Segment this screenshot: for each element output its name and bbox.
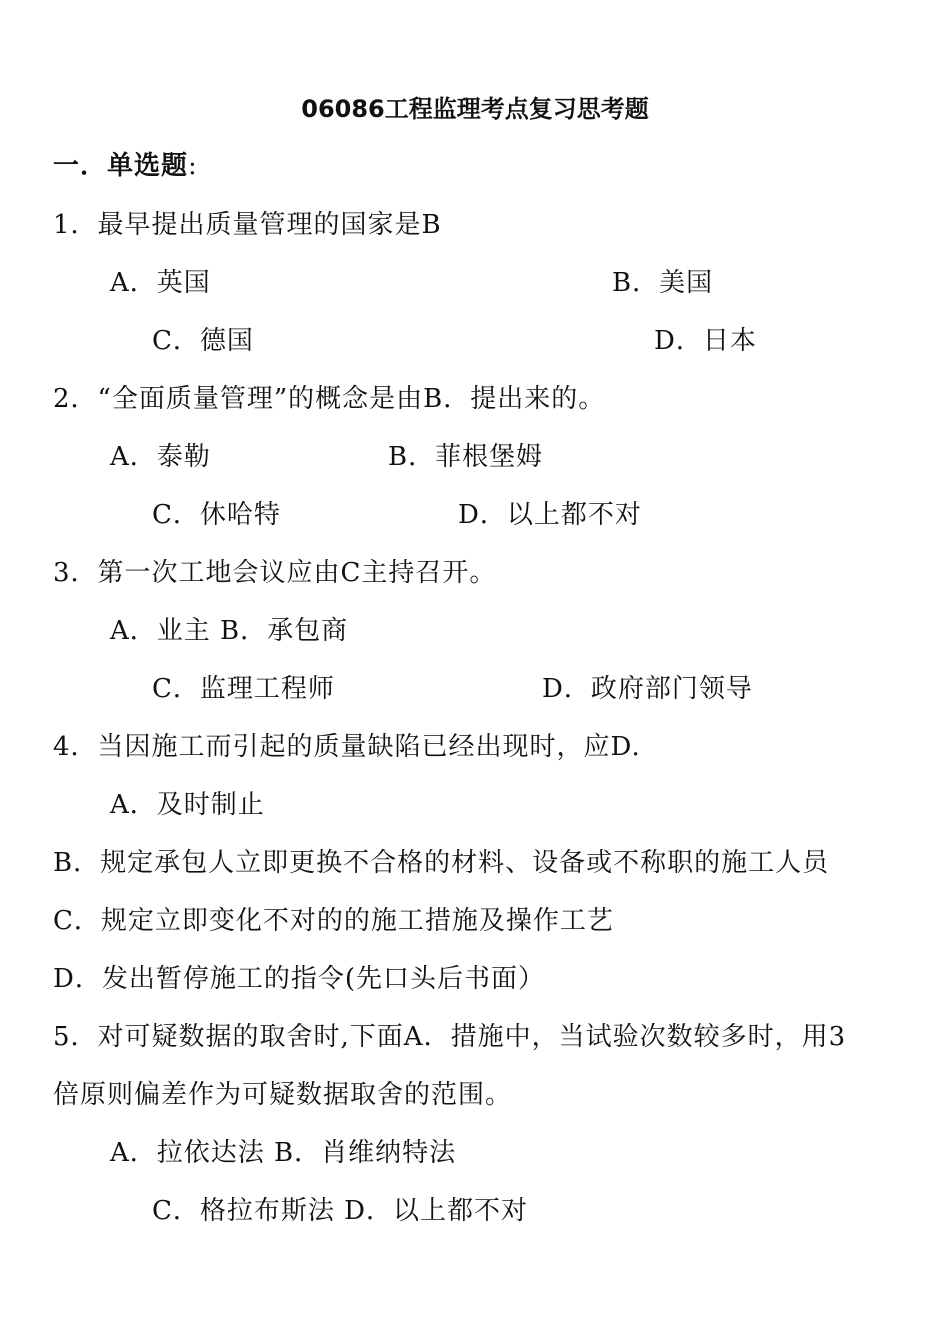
question-1-option-a: A．英国 — [110, 268, 211, 298]
question-3-option-ab: A．业主 B．承包商 — [110, 616, 349, 646]
question-3-stem: 3．第一次工地会议应由C主持召开。 — [53, 558, 497, 588]
question-2-option-a: A．泰勒 — [110, 442, 211, 472]
question-2-option-b: B．菲根堡姆 — [388, 442, 544, 472]
question-4-option-c: C．规定立即变化不对的的施工措施及操作工艺 — [53, 906, 614, 936]
question-2-option-d: D．以上都不对 — [458, 500, 642, 530]
document-title: 06086工程监理考点复习思考题 — [301, 95, 649, 123]
question-3-option-d: D．政府部门领导 — [542, 674, 753, 704]
question-5-option-cd: C．格拉布斯法 D．以上都不对 — [152, 1196, 529, 1226]
question-1-option-d: D．日本 — [654, 326, 757, 356]
question-4-option-a: A．及时制止 — [110, 790, 265, 820]
section-heading-text: 一．单选题 — [53, 151, 189, 181]
question-1-option-c: C．德国 — [152, 326, 254, 356]
question-2-stem: 2．“全面质量管理”的概念是由B．提出来的。 — [53, 384, 606, 414]
question-5-stem-line-1: 5．对可疑数据的取舍时,下面A．措施中，当试验次数较多时，用3 — [53, 1022, 847, 1052]
question-3-option-c: C．监理工程师 — [152, 674, 335, 704]
question-4-option-d: D．发出暂停施工的指令(先口头后书面） — [53, 964, 545, 994]
question-4-option-b: B．规定承包人立即更换不合格的材料、设备或不称职的施工人员 — [53, 848, 830, 878]
question-5-option-ab: A．拉依达法 B．肖维纳特法 — [110, 1138, 457, 1168]
question-1-option-b: B．美国 — [612, 268, 714, 298]
question-2-option-c: C．休哈特 — [152, 500, 281, 530]
section-heading-colon: : — [188, 151, 198, 181]
question-5-stem-line-2: 倍原则偏差作为可疑数据取舍的范围。 — [53, 1080, 513, 1110]
question-4-stem: 4．当因施工而引起的质量缺陷已经出现时，应D. — [53, 732, 641, 762]
question-1-stem: 1．最早提出质量管理的国家是B — [53, 210, 442, 240]
section-heading — [53, 150, 198, 182]
